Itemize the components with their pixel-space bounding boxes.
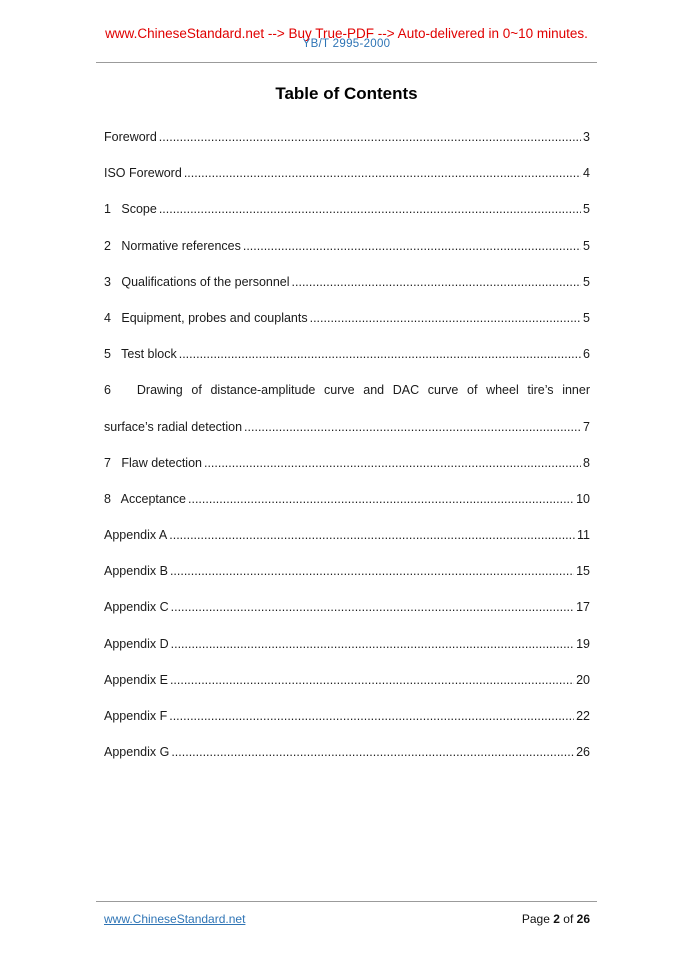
toc-entry xyxy=(104,709,590,745)
dot-leader xyxy=(171,745,574,759)
page-indicator-current: 2 xyxy=(553,912,560,926)
toc-entry-label: surface’s radial detection xyxy=(104,419,243,434)
dot-leader xyxy=(171,600,574,614)
page-header xyxy=(0,0,693,62)
dot-leader xyxy=(184,166,581,180)
page-indicator-sep: of xyxy=(563,912,574,926)
toc-entry-label: 5 Test block xyxy=(104,347,177,362)
toc-entry-page: 5 xyxy=(583,238,590,253)
page-indicator-prefix: Page xyxy=(521,912,550,926)
dot-leader xyxy=(310,311,581,325)
dot-leader xyxy=(171,637,574,651)
header-divider xyxy=(96,62,597,63)
toc-entry-page: 3 xyxy=(583,130,590,144)
toc-entry-page: 15 xyxy=(576,564,590,579)
toc-entry-page: 5 xyxy=(583,202,590,217)
toc-entry-page: 4 xyxy=(583,166,590,181)
toc-entry-label: 1 Scope xyxy=(104,202,157,217)
footer-site-link[interactable]: www.ChineseStandard.net xyxy=(104,912,246,926)
toc-entry-page: 20 xyxy=(576,672,590,687)
toc-entry-label: Appendix B xyxy=(104,564,168,579)
dot-leader xyxy=(169,709,574,723)
toc-entry xyxy=(104,239,590,275)
toc-entry-page: 8 xyxy=(583,455,590,470)
footer-divider xyxy=(96,901,597,902)
toc-entry-page: 19 xyxy=(576,636,590,651)
dot-leader xyxy=(170,564,574,578)
dot-leader xyxy=(204,456,581,470)
toc-entry-page: 26 xyxy=(576,745,590,760)
toc-entry-label: 3 Qualifications of the personnel xyxy=(104,274,290,289)
toc-entry-page: 6 xyxy=(583,347,590,362)
dot-leader xyxy=(169,528,575,542)
toc-entry xyxy=(104,564,590,600)
toc-entry xyxy=(104,600,590,636)
dot-leader xyxy=(243,239,581,253)
toc-entry-label: Appendix C xyxy=(104,600,169,615)
toc-entry xyxy=(104,347,590,383)
toc-entry-label: ISO Foreword xyxy=(104,166,182,181)
toc-entry-label: 4 Equipment, probes and couplants xyxy=(104,310,308,325)
toc-entry-label: Appendix D xyxy=(104,636,169,651)
toc-entry xyxy=(104,311,590,347)
toc-entry xyxy=(104,420,590,456)
dot-leader xyxy=(188,492,574,506)
toc-entry-label: 8 Acceptance xyxy=(104,491,187,506)
toc-entry-page: 22 xyxy=(576,709,590,723)
dot-leader xyxy=(159,202,581,216)
toc-entry-label: Appendix E xyxy=(104,672,168,687)
page-footer xyxy=(104,912,590,926)
toc-entry xyxy=(104,456,590,492)
doc-number: YB/T 2995-2000 xyxy=(302,38,391,50)
toc-entry-label: Appendix G xyxy=(104,745,170,760)
toc-entry xyxy=(104,492,590,528)
toc-entry xyxy=(104,275,590,311)
dot-leader xyxy=(170,673,574,687)
toc-entry-label: Appendix A xyxy=(104,528,168,543)
toc-entry-label: Appendix F xyxy=(104,709,168,723)
dot-leader xyxy=(159,130,581,144)
toc-entry-page: 5 xyxy=(583,310,590,325)
toc-entry-page: 5 xyxy=(583,274,590,289)
toc-entry xyxy=(104,637,590,673)
table-of-contents xyxy=(104,130,590,781)
toc-entry-label: 6 Drawing of distance-amplitude curve and DAC curve of wheel tire’s inner xyxy=(104,383,590,398)
toc-entry-page: 11 xyxy=(577,528,590,543)
toc-entry xyxy=(104,673,590,709)
dot-leader xyxy=(179,347,581,361)
toc-entry-page: 17 xyxy=(576,600,590,615)
page-indicator-total: 26 xyxy=(576,912,590,926)
toc-entry-label: 2 Normative references xyxy=(104,238,241,253)
watermark-link[interactable]: www.ChineseStandard.net --> Buy True-PDF --> Auto-delivered in 0~10 minutes. xyxy=(105,26,588,41)
toc-entry xyxy=(104,130,590,166)
dot-leader xyxy=(292,275,582,289)
toc-entry-page: 10 xyxy=(576,491,590,506)
toc-entry-page: 7 xyxy=(583,419,590,434)
dot-leader xyxy=(244,420,581,434)
toc-entry xyxy=(104,383,590,419)
toc-entry-label: Foreword xyxy=(104,130,157,144)
toc-entry xyxy=(104,166,590,202)
page-indicator xyxy=(522,912,590,926)
toc-entry xyxy=(104,745,590,781)
page-title: Table of Contents xyxy=(275,84,418,103)
toc-entry xyxy=(104,202,590,238)
toc-entry xyxy=(104,528,590,564)
toc-entry-label: 7 Flaw detection xyxy=(104,455,202,470)
